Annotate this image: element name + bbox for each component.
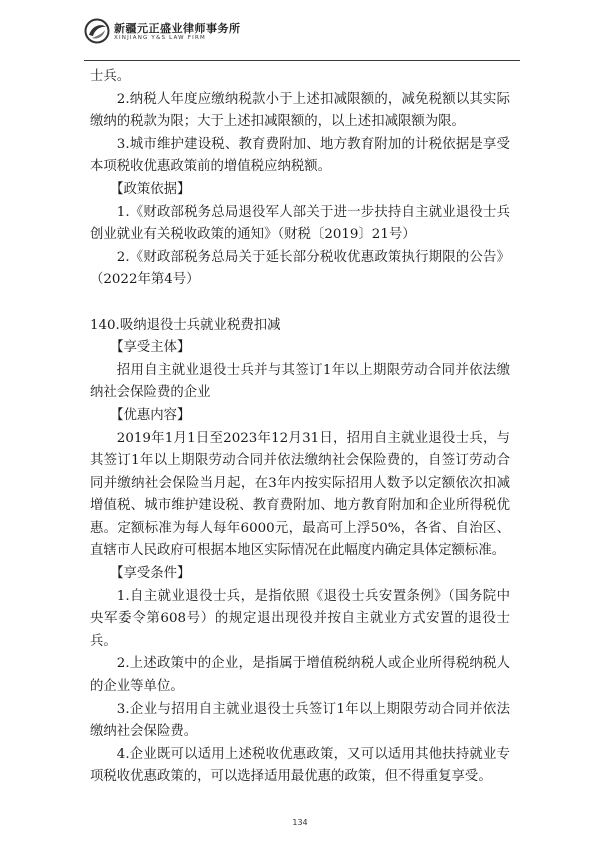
document-body <box>90 66 510 789</box>
firm-name-cn: 新疆元正盛业律师事务所 <box>114 22 241 35</box>
paragraph: 2.《财政部税务总局关于延长部分税收优惠政策执行期限的公告》（2022年第4号） <box>90 249 510 288</box>
paragraph: 1.《财政部税务总局退役军人部关于进一步扶持自主就业退役士兵创业就业有关税收政策的通知》（财税〔2019〕21号） <box>90 204 510 243</box>
paragraph: 士兵。 <box>90 69 131 84</box>
section-heading: 【享受条件】 <box>110 566 191 582</box>
paragraph: 4.企业既可以适用上述税收优惠政策，又可以适用其他扶持就业专项税收优惠政策的，可以选择适用最优惠的政策，但不得重复享受。 <box>90 746 510 785</box>
header-rule <box>84 60 520 61</box>
section-heading: 【政策依据】 <box>110 181 191 197</box>
paragraph: 1.自主就业退役士兵，是指依照《退役士兵安置条例》（国务院中央军委令第608号）的规定退出现役并按自主就业方式安置的退役士兵。 <box>90 588 510 649</box>
section-heading: 【优惠内容】 <box>110 407 191 423</box>
paragraph: 2.上述政策中的企业，是指属于增值税纳税人或企业所得税纳税人的企业等单位。 <box>90 656 510 695</box>
paragraph: 2019年1月1日至2023年12月31日，招用自主就业退役士兵，与其签订1年以上期限劳动合同并依法缴纳社会保险费的，自签订劳动合同并缴纳社会保险当月起，在3年内按实际招用人数予以定额依次扣减增值税、城市维护建设税、教育费附加、地方教育附加和企业所得税优惠。定额标准为每人每年6000元，最高可上浮50%，各省、自治区、直辖市人民政府可根据本地区实际情况在此幅度内确定具体定额标准。 <box>90 430 510 559</box>
blank-line <box>90 292 510 315</box>
firm-name-en: XINJIANG Y&S LAW FIRM <box>114 35 206 41</box>
paragraph: 3.企业与招用自主就业退役士兵签订1年以上期限劳动合同并依法缴纳社会保险费。 <box>90 701 510 740</box>
paragraph: 2.纳税人年度应缴纳税款小于上述扣减限额的，减免税额以其实际缴纳的税款为限；大于上述扣减限额的，以上述扣减限额为限。 <box>90 91 510 130</box>
page-header <box>84 16 524 56</box>
paragraph: 招用自主就业退役士兵并与其签订1年以上期限劳动合同并依法缴纳社会保险费的企业 <box>90 362 510 401</box>
page-number: 134 <box>292 818 308 827</box>
section-heading: 【享受主体】 <box>110 340 191 356</box>
paragraph: 3.城市维护建设税、教育费附加、地方教育附加的计税依据是享受本项税收优惠政策前的增值税应纳税额。 <box>90 136 510 175</box>
firm-logo-icon <box>84 18 110 44</box>
item-title: 140.吸纳退役士兵就业税费扣减 <box>90 317 281 333</box>
